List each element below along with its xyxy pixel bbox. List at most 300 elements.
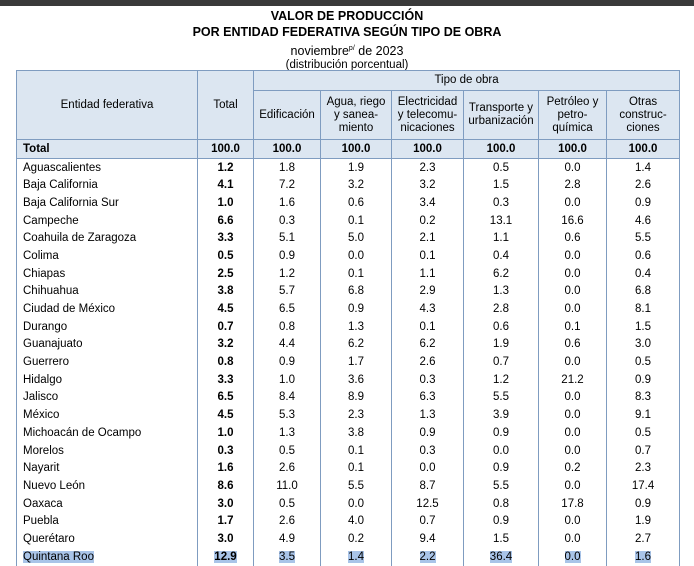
- cell-value: 0.9: [635, 373, 652, 386]
- value-cell: [539, 176, 607, 194]
- value-cell: [464, 406, 539, 424]
- header-agua: Agua, riego y sanea-miento: [321, 91, 392, 140]
- entidad-cell: [17, 283, 198, 301]
- value-cell: [392, 512, 464, 530]
- value-cell: [321, 229, 392, 247]
- value-cell: [607, 459, 680, 477]
- cell-value: 0.5: [635, 426, 652, 439]
- total-value: 2.5: [217, 267, 234, 280]
- value-cell: [607, 406, 680, 424]
- entidad-name: México: [23, 409, 60, 422]
- cell-value: 0.4: [493, 249, 509, 262]
- cell-value: 0.1: [348, 214, 364, 227]
- cell-value: 36.4: [489, 550, 513, 563]
- value-cell: [607, 424, 680, 442]
- total-cell: [198, 371, 254, 389]
- cell-value: 0.9: [493, 515, 509, 528]
- entidad-cell: [17, 530, 198, 548]
- cell-value: 0.9: [279, 356, 295, 369]
- cell-value: 0.1: [348, 444, 364, 457]
- value-cell: [607, 265, 680, 283]
- entidad-cell: [17, 424, 198, 442]
- value-cell: [464, 265, 539, 283]
- cell-value: 0.0: [564, 356, 581, 369]
- table-row: [17, 477, 680, 495]
- total-value: 3.0: [217, 497, 234, 510]
- value-cell: [539, 300, 607, 318]
- table-row: [17, 442, 680, 460]
- total-cell: [198, 300, 254, 318]
- value-cell: [321, 512, 392, 530]
- cell-value: 6.8: [635, 285, 652, 298]
- value-cell: [254, 459, 321, 477]
- header-tipo-de-obra: Tipo de obra: [254, 71, 680, 91]
- top-bar: [0, 0, 694, 6]
- cell-value: 3.2: [348, 179, 364, 192]
- entidad-cell: [17, 247, 198, 265]
- table-row: [17, 548, 680, 566]
- value-cell: [607, 283, 680, 301]
- cell-value: 4.0: [348, 515, 364, 528]
- entidad-name: Colima: [23, 249, 59, 262]
- cell-value: 0.1: [348, 462, 364, 475]
- cell-value: 0.0: [348, 249, 364, 262]
- cell-value: 100.0: [628, 142, 658, 155]
- total-value: 4.1: [217, 179, 234, 192]
- value-cell: [254, 194, 321, 212]
- cell-value: 1.3: [348, 320, 364, 333]
- value-cell: [321, 212, 392, 230]
- value-cell: [321, 336, 392, 354]
- cell-value: 6.2: [493, 267, 509, 280]
- value-cell: [254, 318, 321, 336]
- entidad-cell: [17, 371, 198, 389]
- value-cell: [539, 406, 607, 424]
- entidad-name: Guanajuato: [23, 338, 83, 351]
- value-cell: [254, 353, 321, 371]
- value-cell: [464, 336, 539, 354]
- entidad-name: Guerrero: [23, 356, 70, 369]
- entidad-name: Total: [23, 142, 50, 155]
- value-cell: [321, 424, 392, 442]
- value-cell: [392, 336, 464, 354]
- cell-value: 3.6: [348, 373, 364, 386]
- value-cell: [321, 265, 392, 283]
- total-cell: [198, 459, 254, 477]
- value-cell: [607, 212, 680, 230]
- cell-value: 9.1: [635, 409, 652, 422]
- cell-value: 2.3: [635, 462, 652, 475]
- value-cell: [321, 176, 392, 194]
- total-value: 6.5: [217, 391, 234, 404]
- table-row: [17, 158, 680, 176]
- value-cell: [464, 283, 539, 301]
- cell-value: 21.2: [561, 373, 584, 386]
- value-cell: [321, 247, 392, 265]
- value-cell: [392, 247, 464, 265]
- cell-value: 0.3: [419, 444, 436, 457]
- value-cell: [464, 424, 539, 442]
- title-line-1: VALOR DE PRODUCCIÓN: [270, 9, 424, 23]
- entidad-cell: [17, 459, 198, 477]
- total-row: [17, 140, 680, 159]
- total-value: 1.6: [217, 462, 234, 475]
- value-cell: [254, 336, 321, 354]
- cell-value: 4.9: [279, 532, 295, 545]
- entidad-name: Baja California Sur: [23, 196, 119, 209]
- value-cell: [321, 477, 392, 495]
- cell-value: 0.6: [635, 249, 652, 262]
- cell-value: 1.7: [348, 356, 364, 369]
- total-cell: [198, 265, 254, 283]
- value-cell: [464, 318, 539, 336]
- entidad-cell: [17, 194, 198, 212]
- entidad-name: Hidalgo: [23, 373, 62, 386]
- total-cell: [198, 140, 254, 159]
- value-cell: [392, 212, 464, 230]
- total-value: 0.3: [217, 444, 234, 457]
- table-row: [17, 283, 680, 301]
- value-cell: [392, 300, 464, 318]
- entidad-cell: [17, 477, 198, 495]
- entidad-cell: [17, 229, 198, 247]
- cell-value: 1.9: [493, 338, 509, 351]
- cell-value: 5.5: [635, 232, 652, 245]
- table-row: [17, 212, 680, 230]
- cell-value: 0.7: [635, 444, 652, 457]
- cell-value: 0.2: [419, 214, 436, 227]
- entidad-cell: [17, 406, 198, 424]
- table-row: [17, 495, 680, 513]
- value-cell: [607, 442, 680, 460]
- cell-value: 5.7: [279, 285, 295, 298]
- cell-value: 5.5: [493, 391, 509, 404]
- value-cell: [539, 389, 607, 407]
- value-cell: [254, 548, 321, 566]
- table-row: [17, 530, 680, 548]
- cell-value: 1.2: [279, 267, 295, 280]
- table-row: [17, 300, 680, 318]
- header-entidad: Entidad federativa: [17, 71, 198, 140]
- value-cell: [607, 336, 680, 354]
- value-cell: [607, 300, 680, 318]
- cell-value: 100.0: [558, 142, 587, 155]
- value-cell: [392, 265, 464, 283]
- cell-value: 1.5: [635, 320, 652, 333]
- cell-value: 8.4: [279, 391, 295, 404]
- value-cell: [539, 459, 607, 477]
- value-cell: [539, 371, 607, 389]
- entidad-cell: [17, 336, 198, 354]
- value-cell: [539, 495, 607, 513]
- value-cell: [539, 318, 607, 336]
- entidad-cell: [17, 265, 198, 283]
- table-row: [17, 229, 680, 247]
- cell-value: 17.8: [561, 497, 584, 510]
- value-cell: [392, 548, 464, 566]
- value-cell: [607, 530, 680, 548]
- value-cell: [392, 495, 464, 513]
- cell-value: 1.8: [279, 161, 295, 174]
- value-cell: [464, 247, 539, 265]
- cell-value: 0.6: [564, 232, 581, 245]
- entidad-cell: [17, 495, 198, 513]
- value-cell: [464, 530, 539, 548]
- table-row: [17, 318, 680, 336]
- cell-value: 3.2: [419, 179, 436, 192]
- entidad-cell: [17, 512, 198, 530]
- cell-value: 3.9: [493, 409, 509, 422]
- cell-value: 6.8: [348, 285, 364, 298]
- value-cell: [539, 140, 607, 159]
- value-cell: [254, 300, 321, 318]
- cell-value: 1.5: [493, 532, 509, 545]
- cell-value: 0.4: [635, 267, 652, 280]
- value-cell: [464, 212, 539, 230]
- cell-value: 0.7: [419, 515, 436, 528]
- total-cell: [198, 353, 254, 371]
- entidad-name: Chiapas: [23, 267, 66, 280]
- value-cell: [464, 371, 539, 389]
- cell-value: 1.3: [279, 426, 295, 439]
- cell-value: 0.9: [493, 426, 509, 439]
- header-edificacion: Edificación: [254, 91, 321, 140]
- cell-value: 5.5: [493, 479, 509, 492]
- value-cell: [464, 229, 539, 247]
- entidad-name: Nuevo León: [23, 479, 86, 492]
- table-row: [17, 512, 680, 530]
- cell-value: 0.9: [635, 196, 652, 209]
- table-row: [17, 194, 680, 212]
- entidad-name: Puebla: [23, 515, 59, 528]
- cell-value: 7.2: [279, 179, 295, 192]
- value-cell: [254, 442, 321, 460]
- cell-value: 2.1: [419, 232, 436, 245]
- cell-value: 0.6: [564, 338, 581, 351]
- cell-value: 1.2: [493, 373, 509, 386]
- cell-value: 1.1: [419, 267, 436, 280]
- value-cell: [254, 158, 321, 176]
- value-cell: [539, 548, 607, 566]
- cell-value: 0.8: [279, 320, 295, 333]
- value-cell: [539, 477, 607, 495]
- value-cell: [392, 389, 464, 407]
- table-row: [17, 336, 680, 354]
- total-value: 3.3: [217, 232, 234, 245]
- value-cell: [392, 158, 464, 176]
- value-cell: [539, 283, 607, 301]
- value-cell: [464, 512, 539, 530]
- value-cell: [254, 140, 321, 159]
- cell-value: 0.3: [279, 214, 295, 227]
- total-cell: [198, 194, 254, 212]
- value-cell: [254, 247, 321, 265]
- cell-value: 0.0: [564, 515, 581, 528]
- cell-value: 11.0: [276, 479, 298, 492]
- title-year: de 2023: [354, 44, 404, 58]
- value-cell: [254, 512, 321, 530]
- cell-value: 16.6: [561, 214, 584, 227]
- cell-value: 3.0: [635, 338, 652, 351]
- value-cell: [607, 389, 680, 407]
- value-cell: [392, 371, 464, 389]
- value-cell: [607, 495, 680, 513]
- total-value: 6.6: [217, 214, 234, 227]
- value-cell: [254, 477, 321, 495]
- cell-value: 1.3: [493, 285, 509, 298]
- cell-value: 0.0: [564, 479, 581, 492]
- cell-value: 0.1: [348, 267, 364, 280]
- value-cell: [464, 300, 539, 318]
- cell-value: 4.4: [279, 338, 295, 351]
- entidad-name: Nayarit: [23, 462, 60, 475]
- cell-value: 8.7: [419, 479, 436, 492]
- value-cell: [392, 442, 464, 460]
- value-cell: [464, 389, 539, 407]
- cell-value: 8.3: [635, 391, 652, 404]
- cell-value: 0.5: [279, 497, 295, 510]
- cell-value: 0.1: [564, 320, 581, 333]
- value-cell: [321, 300, 392, 318]
- value-cell: [392, 477, 464, 495]
- cell-value: 1.6: [635, 550, 652, 563]
- value-cell: [539, 336, 607, 354]
- title-line-3: [0, 41, 694, 59]
- cell-value: 0.1: [419, 320, 436, 333]
- value-cell: [392, 140, 464, 159]
- value-cell: [607, 318, 680, 336]
- cell-value: 8.9: [348, 391, 364, 404]
- value-cell: [539, 512, 607, 530]
- value-cell: [321, 530, 392, 548]
- cell-value: 0.0: [564, 426, 581, 439]
- cell-value: 2.6: [635, 179, 652, 192]
- cell-value: 2.8: [564, 179, 581, 192]
- value-cell: [392, 283, 464, 301]
- cell-value: 6.3: [419, 391, 436, 404]
- title-block: [0, 8, 694, 71]
- entidad-name: Morelos: [23, 444, 64, 457]
- cell-value: 5.3: [279, 409, 295, 422]
- value-cell: [254, 265, 321, 283]
- total-value: 1.0: [217, 426, 234, 439]
- cell-value: 6.2: [419, 338, 436, 351]
- value-cell: [464, 176, 539, 194]
- cell-value: 2.9: [419, 285, 436, 298]
- cell-value: 0.9: [635, 497, 652, 510]
- total-cell: [198, 247, 254, 265]
- entidad-cell: [17, 140, 198, 159]
- cell-value: 0.0: [564, 409, 581, 422]
- cell-value: 3.5: [279, 550, 295, 563]
- cell-value: 0.0: [564, 550, 581, 563]
- value-cell: [392, 459, 464, 477]
- entidad-cell: [17, 442, 198, 460]
- header-total: Total: [198, 71, 254, 140]
- value-cell: [254, 530, 321, 548]
- cell-value: 0.0: [419, 462, 436, 475]
- total-value: 1.7: [217, 515, 234, 528]
- table-row: [17, 265, 680, 283]
- cell-value: 2.3: [419, 161, 436, 174]
- value-cell: [392, 176, 464, 194]
- value-cell: [607, 140, 680, 159]
- total-cell: [198, 389, 254, 407]
- value-cell: [539, 247, 607, 265]
- cell-value: 6.5: [279, 303, 295, 316]
- total-value: 4.5: [217, 303, 234, 316]
- cell-value: 2.6: [419, 356, 436, 369]
- cell-value: 0.3: [493, 196, 509, 209]
- value-cell: [464, 459, 539, 477]
- value-cell: [464, 495, 539, 513]
- header-transporte: Transporte y urbanización: [464, 91, 539, 140]
- production-table: [16, 70, 680, 566]
- value-cell: [254, 389, 321, 407]
- cell-value: 4.3: [419, 303, 436, 316]
- value-cell: [539, 229, 607, 247]
- value-cell: [464, 140, 539, 159]
- cell-value: 0.0: [564, 196, 581, 209]
- value-cell: [539, 442, 607, 460]
- entidad-name: Ciudad de México: [23, 303, 116, 316]
- entidad-name: Coahuila de Zaragoza: [23, 232, 137, 245]
- value-cell: [321, 406, 392, 424]
- cell-value: 100.0: [341, 142, 371, 155]
- value-cell: [464, 158, 539, 176]
- cell-value: 1.9: [635, 515, 652, 528]
- cell-value: 2.6: [279, 515, 295, 528]
- table-row: [17, 389, 680, 407]
- entidad-name: Baja California: [23, 179, 98, 192]
- total-value: 1.2: [217, 161, 234, 174]
- total-cell: [198, 530, 254, 548]
- total-value: 4.5: [217, 409, 234, 422]
- cell-value: 0.0: [564, 285, 581, 298]
- total-value: 3.8: [217, 285, 234, 298]
- cell-value: 0.5: [493, 161, 509, 174]
- value-cell: [464, 548, 539, 566]
- cell-value: 1.9: [348, 161, 364, 174]
- entidad-name: Michoacán de Ocampo: [23, 426, 142, 439]
- cell-value: 2.6: [279, 462, 295, 475]
- total-cell: [198, 406, 254, 424]
- cell-value: 0.0: [564, 249, 581, 262]
- total-cell: [198, 318, 254, 336]
- cell-value: 2.3: [348, 409, 364, 422]
- total-cell: [198, 424, 254, 442]
- cell-value: 1.5: [493, 179, 509, 192]
- cell-value: 0.0: [564, 303, 581, 316]
- cell-value: 17.4: [631, 479, 655, 492]
- total-value: 3.3: [217, 373, 234, 386]
- cell-value: 1.4: [635, 161, 652, 174]
- total-value: 100.0: [211, 142, 240, 155]
- cell-value: 0.7: [493, 356, 509, 369]
- cell-value: 12.5: [416, 497, 439, 510]
- cell-value: 0.0: [564, 161, 581, 174]
- total-value: 1.0: [217, 196, 234, 209]
- cell-value: 0.0: [564, 391, 581, 404]
- total-value: 12.9: [214, 550, 237, 563]
- value-cell: [321, 353, 392, 371]
- cell-value: 0.0: [564, 532, 581, 545]
- total-cell: [198, 512, 254, 530]
- cell-value: 1.3: [419, 409, 436, 422]
- value-cell: [607, 176, 680, 194]
- entidad-name: Jalisco: [23, 391, 59, 404]
- table-body: [17, 140, 680, 566]
